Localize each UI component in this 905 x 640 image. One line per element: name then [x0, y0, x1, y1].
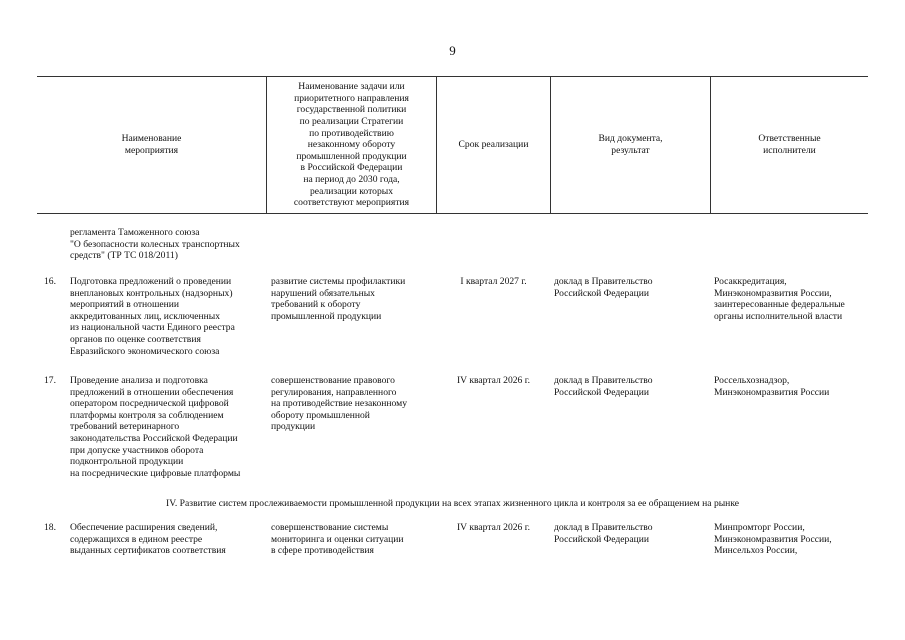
row-term: IV квартал 2026 г. [456, 522, 531, 533]
header-document: Вид документа, результат [598, 133, 663, 156]
continuation-text: регламента Таможенного союза "О безопасности колесных транспортных средств" (ТР ТС 018/2011) [70, 227, 240, 262]
header-task: Наименование задачи или приоритетного направления государственной политики по реализации Стратегии по противодействию незаконному обороту промышленной продукции в Российской Федерации на период до 2030 года, реализации которых соответствуют мероприятия [293, 81, 410, 209]
row-responsible: Росаккредитация, Минэкономразвития России, заинтересованные федеральные органы исполнительной власти [714, 276, 845, 322]
section-title: IV. Развитие систем прослеживаемости промышленной продукции на всех этапах жизненного цикла и контроля за ее обращением на рынке [166, 498, 739, 509]
row-document: доклад в Правительство Российской Федерации [554, 375, 653, 398]
page-number: 9 [449, 43, 456, 58]
row-number: 16. [44, 276, 56, 287]
row-document: доклад в Правительство Российской Федерации [554, 522, 653, 545]
header-responsible: Ответственные исполнители [758, 133, 821, 156]
row-activity: Подготовка предложений о проведении внеплановых контрольных (надзорных) мероприятий в отношении аккредитованных лиц, исключенных из национальной части Единого реестра органов по оценке соответствия Евразийского экономического союза [70, 276, 235, 357]
header-term: Срок реализации [458, 139, 529, 151]
row-task: совершенствование правового регулирования, направленного на противодействие незаконному обороту промышленной продукции [271, 375, 408, 433]
header-activity: Наименование мероприятия [121, 133, 182, 156]
row-term: IV квартал 2026 г. [456, 375, 531, 386]
row-number: 18. [44, 522, 56, 533]
row-responsible: Минпромторг России, Минэкономразвития России, Минсельхоз России, [714, 522, 832, 557]
row-activity: Обеспечение расширения сведений, содержащихся в едином реестре выданных сертификатов соответствия [70, 522, 226, 557]
row-task: развитие системы профилактики нарушений обязательных требований к обороту промышленной продукции [271, 276, 406, 322]
row-activity: Проведение анализа и подготовка предложений в отношении обеспечения оператором посреднической цифровой платформы контроля за соблюдением требований ветеринарного законодательства Российской Федерации при допуске участников оборота подконтрольной продукции на посреднические цифровые платформы [70, 375, 241, 479]
row-term: I квартал 2027 г. [460, 276, 527, 287]
row-responsible: Россельхознадзор, Минэкономразвития России [714, 375, 830, 398]
row-number: 17. [44, 375, 56, 386]
header-bottom-rule [37, 213, 868, 214]
row-document: доклад в Правительство Российской Федерации [554, 276, 653, 299]
row-task: совершенствование системы мониторинга и оценки ситуации в сфере противодействия [271, 522, 404, 557]
